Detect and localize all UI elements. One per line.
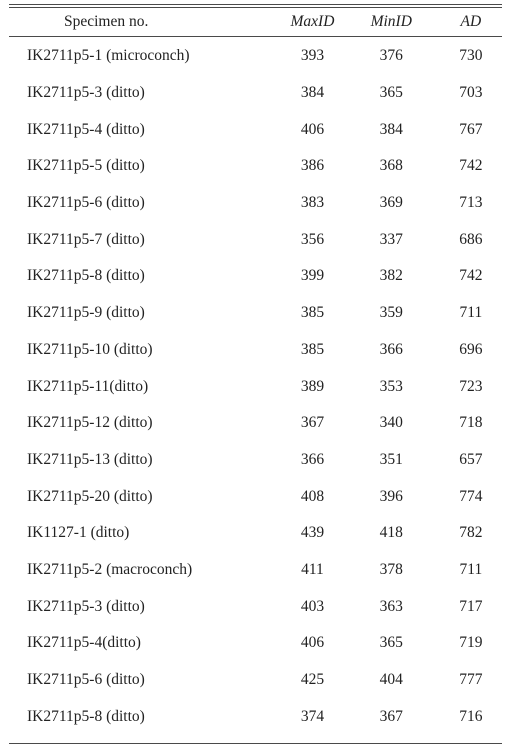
table-row <box>9 221 502 258</box>
minid-cell: 418 <box>379 524 403 542</box>
ad-cell: 711 <box>459 560 483 578</box>
specimen-no-cell: IK2711p5-4(ditto) <box>27 634 141 652</box>
maxid-cell: 406 <box>300 120 325 138</box>
ad-cell: 696 <box>459 340 483 358</box>
minid-cell: 365 <box>379 634 403 652</box>
ad-cell: 774 <box>459 487 483 505</box>
minid-cell: 384 <box>379 120 403 138</box>
ad-cell: 716 <box>459 707 483 725</box>
specimen-no-cell: IK2711p5-4 (ditto) <box>27 120 145 138</box>
minid-cell: 396 <box>379 487 403 505</box>
specimen-no-cell: IK2711p5-11(ditto) <box>27 377 149 395</box>
ad-cell: 718 <box>459 414 483 432</box>
minid-cell: 340 <box>379 414 403 432</box>
maxid-cell: 366 <box>300 450 325 468</box>
ad-cell: 686 <box>459 230 483 248</box>
table-row <box>9 515 502 552</box>
ad-cell: 717 <box>459 597 483 615</box>
table-row <box>9 552 502 589</box>
specimen-no-cell: IK2711p5-8 (ditto) <box>27 707 145 725</box>
bottom-rule <box>9 743 502 744</box>
ad-cell: 742 <box>459 157 483 175</box>
table-row <box>9 185 502 222</box>
ad-cell: 782 <box>459 524 483 542</box>
ad-cell: 730 <box>459 47 483 65</box>
maxid-cell: 374 <box>300 707 325 725</box>
specimen-no-cell: IK2711p5-3 (ditto) <box>27 597 145 615</box>
table-row <box>9 75 502 112</box>
minid-cell: 367 <box>379 707 403 725</box>
maxid-cell: 389 <box>300 377 325 395</box>
maxid-cell: 411 <box>301 560 324 578</box>
table-body <box>9 36 502 735</box>
specimen-no-cell: IK2711p5-12 (ditto) <box>27 414 153 432</box>
specimen-no-cell: IK2711p5-9 (ditto) <box>27 304 145 322</box>
ad-cell: 767 <box>459 120 483 138</box>
maxid-cell: 384 <box>300 84 325 102</box>
ad-cell: 719 <box>459 634 483 652</box>
header-row <box>9 8 502 36</box>
table-row <box>9 36 502 75</box>
maxid-cell: 393 <box>300 47 325 65</box>
minid-cell: 382 <box>379 267 403 285</box>
table-row <box>9 625 502 662</box>
minid-cell: 368 <box>379 157 403 175</box>
header-specimen-no: Specimen no. <box>64 13 149 30</box>
maxid-cell: 386 <box>300 157 325 175</box>
table-row <box>9 442 502 479</box>
table-row <box>9 111 502 148</box>
specimen-no-cell: IK2711p5-3 (ditto) <box>27 84 145 102</box>
table-row <box>9 368 502 405</box>
specimen-no-cell: IK2711p5-1 (microconch) <box>27 47 190 65</box>
maxid-cell: 356 <box>300 230 325 248</box>
specimen-no-cell: IK2711p5-6 (ditto) <box>27 194 145 212</box>
maxid-cell: 403 <box>300 597 325 615</box>
specimen-no-cell: IK2711p5-20 (ditto) <box>27 487 153 505</box>
minid-cell: 366 <box>379 340 403 358</box>
header-ad: AD <box>460 13 482 30</box>
table-row <box>9 478 502 515</box>
header-minid: MinID <box>370 13 412 30</box>
ad-cell: 713 <box>459 194 483 212</box>
specimen-no-cell: IK2711p5-10 (ditto) <box>27 340 153 358</box>
ad-cell: 711 <box>459 304 483 322</box>
minid-cell: 337 <box>379 230 403 248</box>
ad-cell: 703 <box>459 84 483 102</box>
specimen-no-cell: IK2711p5-7 (ditto) <box>27 230 145 248</box>
maxid-cell: 408 <box>300 487 325 505</box>
top-rule-outer <box>9 4 502 5</box>
ad-cell: 742 <box>459 267 483 285</box>
minid-cell: 378 <box>379 560 403 578</box>
ad-cell: 723 <box>459 377 483 395</box>
maxid-cell: 399 <box>300 267 325 285</box>
minid-cell: 363 <box>379 597 403 615</box>
ad-cell: 657 <box>459 450 483 468</box>
specimen-no-cell: IK2711p5-5 (ditto) <box>27 157 145 175</box>
specimen-measurements-table <box>9 8 502 735</box>
maxid-cell: 367 <box>300 414 325 432</box>
minid-cell: 351 <box>379 450 403 468</box>
specimen-no-cell: IK2711p5-2 (macroconch) <box>27 560 193 578</box>
table-row <box>9 588 502 625</box>
maxid-cell: 406 <box>300 634 325 652</box>
minid-cell: 376 <box>379 47 403 65</box>
table-row <box>9 258 502 295</box>
minid-cell: 365 <box>379 84 403 102</box>
header-maxid: MaxID <box>290 13 335 30</box>
minid-cell: 404 <box>379 671 403 689</box>
minid-cell: 353 <box>379 377 403 395</box>
minid-cell: 369 <box>379 194 403 212</box>
specimen-no-cell: IK2711p5-13 (ditto) <box>27 450 153 468</box>
table-row <box>9 405 502 442</box>
table-row <box>9 698 502 735</box>
specimen-no-cell: IK2711p5-6 (ditto) <box>27 671 145 689</box>
table-row <box>9 332 502 369</box>
maxid-cell: 385 <box>300 340 325 358</box>
maxid-cell: 439 <box>300 524 325 542</box>
specimen-no-cell: IK1127-1 (ditto) <box>27 524 130 542</box>
specimen-no-cell: IK2711p5-8 (ditto) <box>27 267 145 285</box>
table-row <box>9 662 502 699</box>
maxid-cell: 385 <box>300 304 325 322</box>
table-row <box>9 148 502 185</box>
maxid-cell: 425 <box>300 671 325 689</box>
table-row <box>9 295 502 332</box>
maxid-cell: 383 <box>300 194 325 212</box>
minid-cell: 359 <box>379 304 403 322</box>
ad-cell: 777 <box>459 671 483 689</box>
